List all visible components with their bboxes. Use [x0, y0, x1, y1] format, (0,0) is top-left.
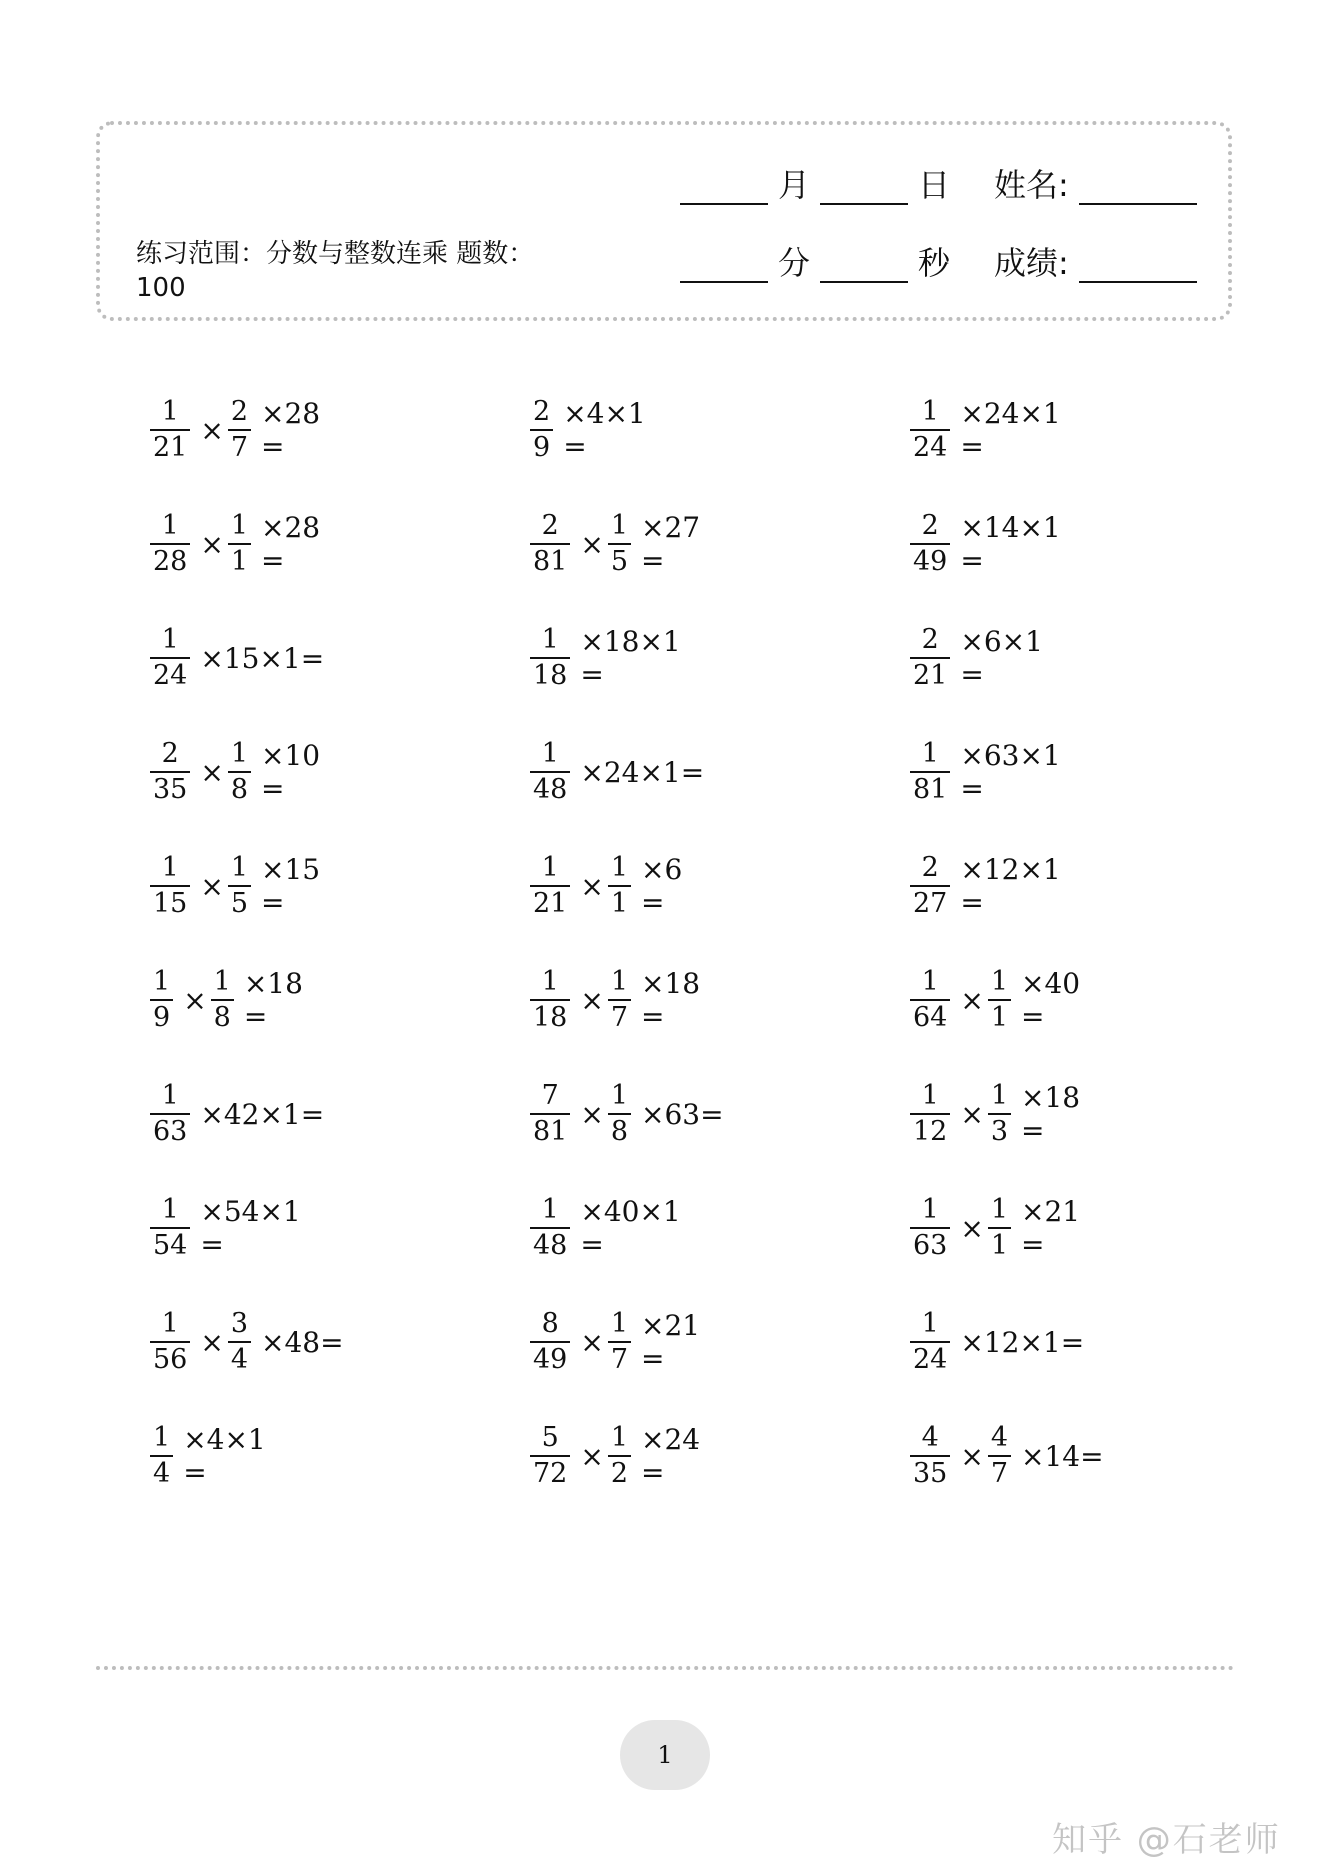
operator-text: ×14= — [1021, 1439, 1104, 1473]
operator-text: ×24 = — [641, 1423, 701, 1489]
score-label: 成绩: — [994, 244, 1069, 282]
numerator: 2 — [921, 624, 939, 655]
page-number: 1 — [620, 1720, 710, 1790]
denominator: 28 — [150, 543, 190, 579]
fraction — [910, 737, 950, 807]
fraction — [530, 1193, 570, 1263]
fraction — [530, 1079, 570, 1149]
denominator: 24 — [150, 657, 190, 693]
denominator: 9 — [150, 999, 173, 1035]
numerator: 1 — [161, 624, 179, 655]
denominator: 7 — [608, 1341, 631, 1377]
operator-text: × — [200, 869, 224, 903]
denominator: 24 — [910, 1341, 950, 1377]
denominator: 24 — [910, 429, 950, 465]
operator-text: × — [580, 527, 604, 561]
problem-item — [530, 504, 704, 584]
operator-text: × — [580, 869, 604, 903]
fraction — [150, 851, 190, 921]
numerator: 1 — [610, 966, 629, 997]
problem-item — [910, 846, 1065, 926]
fraction — [530, 509, 570, 579]
operator-text: × — [200, 755, 224, 789]
problem-item — [150, 960, 307, 1040]
denominator: 81 — [530, 1113, 570, 1149]
fraction — [988, 1193, 1011, 1263]
denominator: 72 — [530, 1455, 570, 1491]
denominator: 15 — [150, 885, 190, 921]
numerator: 2 — [921, 852, 939, 883]
time-score-row — [680, 243, 1197, 283]
numerator: 1 — [230, 510, 249, 541]
problem-item — [910, 1074, 1084, 1154]
operator-text: ×40×1 = — [580, 1195, 681, 1261]
fraction — [910, 1307, 950, 1377]
practice-range: 练习范围：分数与整数连乘 题数：100 — [136, 239, 535, 303]
operator-text: ×10 = — [261, 739, 321, 805]
operator-text: × — [960, 1097, 984, 1131]
operator-text: × — [960, 983, 984, 1017]
second-label: 秒 — [918, 244, 951, 282]
month-label: 月 — [778, 166, 811, 204]
numerator: 1 — [153, 1422, 171, 1453]
operator-text: ×24×1 = — [960, 397, 1061, 463]
denominator: 7 — [228, 429, 251, 465]
operator-text: ×4×1 = — [183, 1423, 266, 1489]
minute-label: 分 — [778, 244, 811, 282]
fraction — [228, 395, 251, 465]
denominator: 12 — [910, 1113, 950, 1149]
fraction — [530, 965, 570, 1035]
denominator: 1 — [608, 885, 631, 921]
problem-item — [150, 1188, 305, 1268]
fraction — [228, 1307, 251, 1377]
denominator: 1 — [988, 999, 1011, 1035]
denominator: 8 — [608, 1113, 631, 1149]
fraction — [150, 1307, 190, 1377]
operator-text: ×54×1 = — [200, 1195, 301, 1261]
denominator: 8 — [228, 771, 251, 807]
numerator: 4 — [921, 1422, 939, 1453]
operator-text: × — [580, 1097, 604, 1131]
denominator: 9 — [530, 429, 553, 465]
numerator: 1 — [230, 852, 249, 883]
problem-item — [910, 1416, 1108, 1496]
fraction — [910, 1193, 950, 1263]
numerator: 1 — [161, 1308, 179, 1339]
fraction — [608, 1421, 631, 1491]
denominator: 81 — [530, 543, 570, 579]
denominator: 18 — [530, 999, 570, 1035]
denominator: 2 — [608, 1455, 631, 1491]
numerator: 1 — [541, 1194, 559, 1225]
numerator: 8 — [541, 1308, 559, 1339]
problem-item — [530, 1416, 704, 1496]
operator-text: ×63×1 = — [960, 739, 1061, 805]
date-name-row — [680, 165, 1197, 205]
denominator: 4 — [228, 1341, 251, 1377]
fraction — [530, 851, 570, 921]
numerator: 1 — [921, 966, 939, 997]
problem-item — [150, 1416, 270, 1496]
numerator: 1 — [921, 1194, 939, 1225]
denominator: 35 — [150, 771, 190, 807]
numerator: 1 — [990, 1080, 1009, 1111]
denominator: 35 — [910, 1455, 950, 1491]
fraction — [988, 1079, 1011, 1149]
fraction — [530, 1307, 570, 1377]
denominator: 4 — [150, 1455, 173, 1491]
problem-item — [910, 960, 1084, 1040]
numerator: 1 — [153, 966, 171, 997]
denominator: 7 — [608, 999, 631, 1035]
fraction — [150, 1421, 173, 1491]
denominator: 7 — [988, 1455, 1011, 1491]
problem-item — [910, 504, 1065, 584]
problem-item — [910, 390, 1065, 470]
denominator: 63 — [150, 1113, 190, 1149]
operator-text: ×40 = — [1021, 967, 1081, 1033]
header-box — [96, 121, 1232, 321]
fraction — [910, 965, 950, 1035]
operator-text: ×12×1= — [960, 1325, 1085, 1359]
denominator: 5 — [228, 885, 251, 921]
fraction — [608, 509, 631, 579]
numerator: 1 — [161, 1080, 179, 1111]
numerator: 1 — [541, 966, 559, 997]
problem-item — [530, 732, 708, 812]
fraction — [211, 965, 234, 1035]
operator-text: ×18 = — [641, 967, 701, 1033]
numerator: 2 — [533, 396, 551, 427]
problem-item — [150, 732, 324, 812]
bottom-divider — [96, 1666, 1234, 1670]
fraction — [910, 509, 950, 579]
operator-text: ×14×1 = — [960, 511, 1061, 577]
fraction — [530, 737, 570, 807]
operator-text: × — [580, 1325, 604, 1359]
operator-text: ×15 = — [261, 853, 321, 919]
fraction — [910, 395, 950, 465]
denominator: 56 — [150, 1341, 190, 1377]
numerator: 1 — [990, 1194, 1009, 1225]
problem-item — [910, 1188, 1084, 1268]
operator-text: ×15×1= — [200, 641, 325, 675]
problem-item — [910, 618, 1047, 698]
fraction — [228, 509, 251, 579]
watermark: 知乎 @石老师 — [1052, 1820, 1281, 1860]
denominator: 5 — [608, 543, 631, 579]
problem-item — [530, 1302, 704, 1382]
denominator: 1 — [988, 1227, 1011, 1263]
fraction — [988, 1421, 1011, 1491]
numerator: 1 — [610, 852, 629, 883]
fraction — [608, 965, 631, 1035]
numerator: 5 — [541, 1422, 559, 1453]
problem-item — [530, 846, 686, 926]
problem-item — [910, 732, 1065, 812]
numerator: 1 — [610, 1080, 629, 1111]
operator-text: × — [960, 1211, 984, 1245]
fraction — [530, 395, 553, 465]
numerator: 7 — [541, 1080, 559, 1111]
numerator: 2 — [541, 510, 559, 541]
fraction — [608, 1079, 631, 1149]
fraction — [228, 851, 251, 921]
denominator: 48 — [530, 1227, 570, 1263]
fraction — [150, 395, 190, 465]
denominator: 81 — [910, 771, 950, 807]
numerator: 1 — [161, 1194, 179, 1225]
denominator: 54 — [150, 1227, 190, 1263]
numerator: 2 — [161, 738, 179, 769]
numerator: 1 — [921, 1080, 939, 1111]
operator-text: × — [200, 527, 224, 561]
month-blank[interactable] — [680, 167, 768, 205]
fraction — [150, 1193, 190, 1263]
numerator: 4 — [990, 1422, 1009, 1453]
numerator: 3 — [230, 1308, 249, 1339]
fraction — [150, 1079, 190, 1149]
problem-item — [530, 1188, 685, 1268]
denominator: 21 — [150, 429, 190, 465]
denominator: 21 — [910, 657, 950, 693]
name-blank[interactable] — [1079, 167, 1197, 205]
numerator: 1 — [610, 1308, 629, 1339]
operator-text: ×28 = — [261, 511, 321, 577]
fraction — [910, 851, 950, 921]
fraction — [228, 737, 251, 807]
operator-text: × — [183, 983, 207, 1017]
operator-text: ×12×1 = — [960, 853, 1061, 919]
denominator: 3 — [988, 1113, 1011, 1149]
denominator: 8 — [211, 999, 234, 1035]
denominator: 63 — [910, 1227, 950, 1263]
fraction — [150, 737, 190, 807]
denominator: 48 — [530, 771, 570, 807]
numerator: 1 — [921, 396, 939, 427]
day-blank[interactable] — [820, 167, 908, 205]
numerator: 1 — [921, 1308, 939, 1339]
operator-text: ×48= — [261, 1325, 344, 1359]
problem-item — [530, 1074, 728, 1154]
operator-text: ×27 = — [641, 511, 701, 577]
minute-blank[interactable] — [680, 245, 768, 283]
operator-text: ×18 = — [1021, 1081, 1081, 1147]
operator-text: × — [960, 1439, 984, 1473]
operator-text: ×18 = — [243, 967, 303, 1033]
problem-item — [530, 390, 650, 470]
second-blank[interactable] — [820, 245, 908, 283]
fraction — [150, 965, 173, 1035]
fraction — [530, 1421, 570, 1491]
operator-text: ×6×1 = — [960, 625, 1043, 691]
numerator: 1 — [541, 852, 559, 883]
day-label: 日 — [918, 166, 951, 204]
fraction — [150, 623, 190, 693]
problem-item — [530, 618, 685, 698]
numerator: 1 — [541, 738, 559, 769]
numerator: 2 — [230, 396, 249, 427]
denominator: 21 — [530, 885, 570, 921]
denominator: 64 — [910, 999, 950, 1035]
numerator: 1 — [161, 396, 179, 427]
denominator: 1 — [228, 543, 251, 579]
operator-text: ×42×1= — [200, 1097, 325, 1131]
fraction — [910, 1079, 950, 1149]
numerator: 1 — [610, 510, 629, 541]
fraction — [988, 965, 1011, 1035]
problem-item — [910, 1302, 1088, 1382]
problem-item — [150, 1074, 328, 1154]
denominator: 49 — [530, 1341, 570, 1377]
operator-text: × — [200, 413, 224, 447]
operator-text: ×63= — [641, 1097, 724, 1131]
name-label: 姓名: — [994, 166, 1069, 204]
denominator: 49 — [910, 543, 950, 579]
operator-text: ×28 = — [261, 397, 321, 463]
operator-text: × — [580, 983, 604, 1017]
score-blank[interactable] — [1079, 245, 1197, 283]
problem-item — [530, 960, 704, 1040]
problem-item — [150, 390, 324, 470]
operator-text: ×21 = — [641, 1309, 701, 1375]
numerator: 1 — [921, 738, 939, 769]
denominator: 18 — [530, 657, 570, 693]
numerator: 1 — [161, 852, 179, 883]
fraction — [910, 1421, 950, 1491]
fraction — [608, 1307, 631, 1377]
fraction — [150, 509, 190, 579]
problem-item — [150, 618, 328, 698]
problem-item — [150, 846, 324, 926]
problem-item — [150, 1302, 348, 1382]
fraction — [910, 623, 950, 693]
numerator: 1 — [161, 510, 179, 541]
fraction — [530, 623, 570, 693]
numerator: 2 — [921, 510, 939, 541]
operator-text: ×18×1 = — [580, 625, 681, 691]
numerator: 1 — [230, 738, 249, 769]
numerator: 1 — [213, 966, 231, 997]
operator-text: ×6 = — [641, 853, 683, 919]
numerator: 1 — [990, 966, 1009, 997]
fraction — [608, 851, 631, 921]
operator-text: × — [580, 1439, 604, 1473]
denominator: 27 — [910, 885, 950, 921]
numerator: 1 — [610, 1422, 629, 1453]
problem-item — [150, 504, 324, 584]
operator-text: ×24×1= — [580, 755, 705, 789]
operator-text: ×21 = — [1021, 1195, 1081, 1261]
operator-text: × — [200, 1325, 224, 1359]
numerator: 1 — [541, 624, 559, 655]
operator-text: ×4×1 = — [563, 397, 646, 463]
